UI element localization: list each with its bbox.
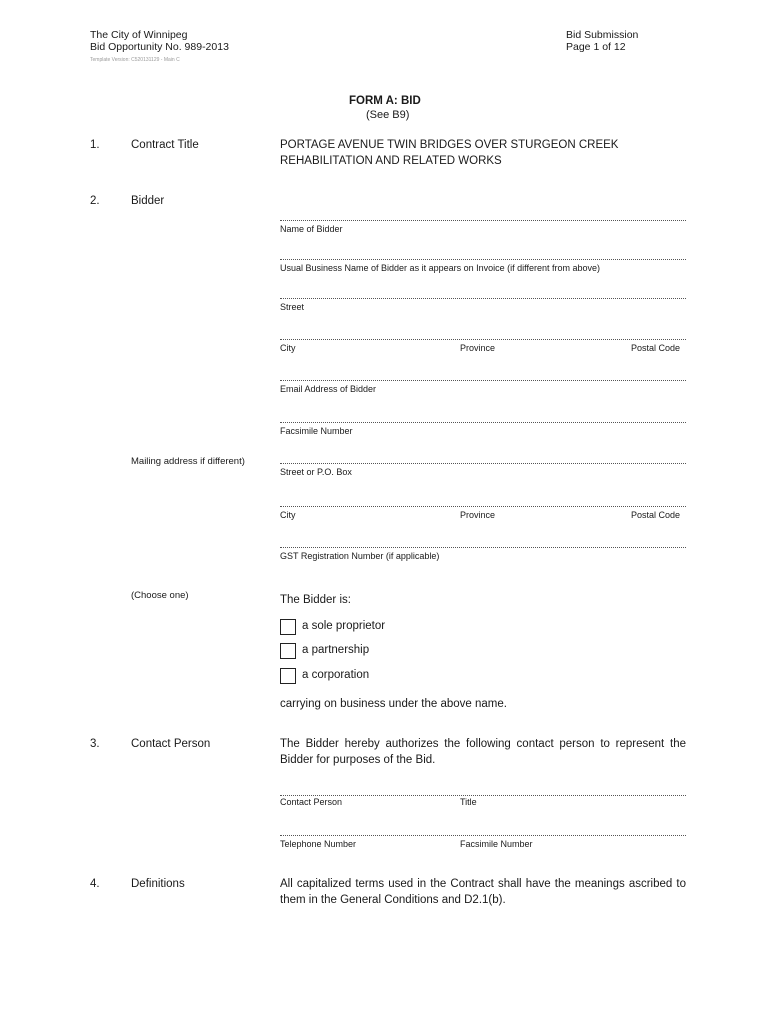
contact-authorization-text: The Bidder hereby authorizes the following contact person to represent the Bidder for purposes of the Bid. <box>280 738 686 766</box>
corporation-label: a corporation <box>302 669 370 681</box>
sole-proprietor-label: a sole proprietor <box>302 620 386 632</box>
partnership-label: a partnership <box>302 644 370 656</box>
name-of-bidder-field[interactable] <box>280 198 686 220</box>
street-caption: Street <box>280 302 305 312</box>
sole-proprietor-checkbox[interactable] <box>280 619 296 635</box>
section-4-label: Definitions <box>131 878 185 890</box>
facsimile-caption: Facsimile Number <box>280 426 353 436</box>
usual-business-name-line <box>280 259 686 260</box>
bidder-is-label: The Bidder is: <box>280 594 351 606</box>
header-bid-opportunity: Bid Opportunity No. 989-2013 <box>90 41 229 53</box>
contract-title-line2: REHABILITATION AND RELATED WORKS <box>280 155 502 167</box>
mailing-province-caption: Province <box>460 510 496 520</box>
section-4-number: 4. <box>90 878 100 890</box>
contact-person-title-field[interactable] <box>280 773 686 795</box>
mailing-city-line <box>280 506 686 507</box>
contract-title-line1: PORTAGE AVENUE TWIN BRIDGES OVER STURGEON CREEK <box>280 139 619 151</box>
corporation-checkbox[interactable] <box>280 668 296 684</box>
email-line <box>280 380 686 381</box>
header-page-number: Page 1 of 12 <box>566 41 626 53</box>
city-province-postal-field[interactable] <box>280 317 686 339</box>
contact-title-caption: Title <box>460 797 477 807</box>
mailing-postal-code-caption: Postal Code <box>631 510 681 520</box>
section-2-label: Bidder <box>131 195 165 207</box>
postal-code-caption: Postal Code <box>631 343 681 353</box>
mailing-city-field[interactable] <box>280 484 686 506</box>
section-1-label: Contract Title <box>131 139 199 151</box>
contact-facsimile-caption: Facsimile Number <box>460 839 533 849</box>
header-bid-submission: Bid Submission <box>566 29 639 41</box>
form-subtitle: (See B9) <box>366 109 410 121</box>
email-caption: Email Address of Bidder <box>280 384 377 394</box>
section-2-number: 2. <box>90 195 100 207</box>
name-of-bidder-caption: Name of Bidder <box>280 224 343 234</box>
section-1-number: 1. <box>90 139 100 151</box>
facsimile-field[interactable] <box>280 400 686 422</box>
definitions-text: All capitalized terms used in the Contract shall have the meanings ascribed to them in the General Conditions and D2.1(b). <box>280 878 686 906</box>
header-city: The City of Winnipeg <box>90 29 188 41</box>
contact-person-caption: Contact Person <box>280 797 343 807</box>
street-field[interactable] <box>280 276 686 298</box>
template-version: Template Version: C520131129 - Main C <box>90 57 180 63</box>
gst-field[interactable] <box>280 525 686 547</box>
gst-caption: GST Registration Number (if applicable) <box>280 551 440 561</box>
choose-one-label: (Choose one) <box>131 590 189 601</box>
mailing-street-caption: Street or P.O. Box <box>280 467 352 477</box>
province-caption: Province <box>460 343 496 353</box>
telephone-line <box>280 835 686 836</box>
contact-person-line <box>280 795 686 796</box>
section-3-number: 3. <box>90 738 100 750</box>
mailing-address-label: Mailing address if different) <box>131 456 245 467</box>
usual-business-name-caption: Usual Business Name of Bidder as it appears on Invoice (if different from above) <box>280 263 600 273</box>
mailing-city-caption: City <box>280 510 296 520</box>
carrying-on-text: carrying on business under the above name. <box>280 698 507 710</box>
form-title: FORM A: BID <box>349 95 421 107</box>
gst-line <box>280 547 686 548</box>
telephone-caption: Telephone Number <box>280 839 357 849</box>
street-line <box>280 298 686 299</box>
partnership-checkbox[interactable] <box>280 643 296 659</box>
mailing-street-line <box>280 463 686 464</box>
section-3-label: Contact Person <box>131 738 211 750</box>
city-caption: City <box>280 343 296 353</box>
mailing-street-field[interactable] <box>280 441 686 463</box>
facsimile-line <box>280 422 686 423</box>
name-of-bidder-line <box>280 220 686 221</box>
email-field[interactable] <box>280 358 686 380</box>
usual-business-name-field[interactable] <box>280 237 686 259</box>
telephone-facsimile-field[interactable] <box>280 813 686 835</box>
city-line <box>280 339 686 340</box>
